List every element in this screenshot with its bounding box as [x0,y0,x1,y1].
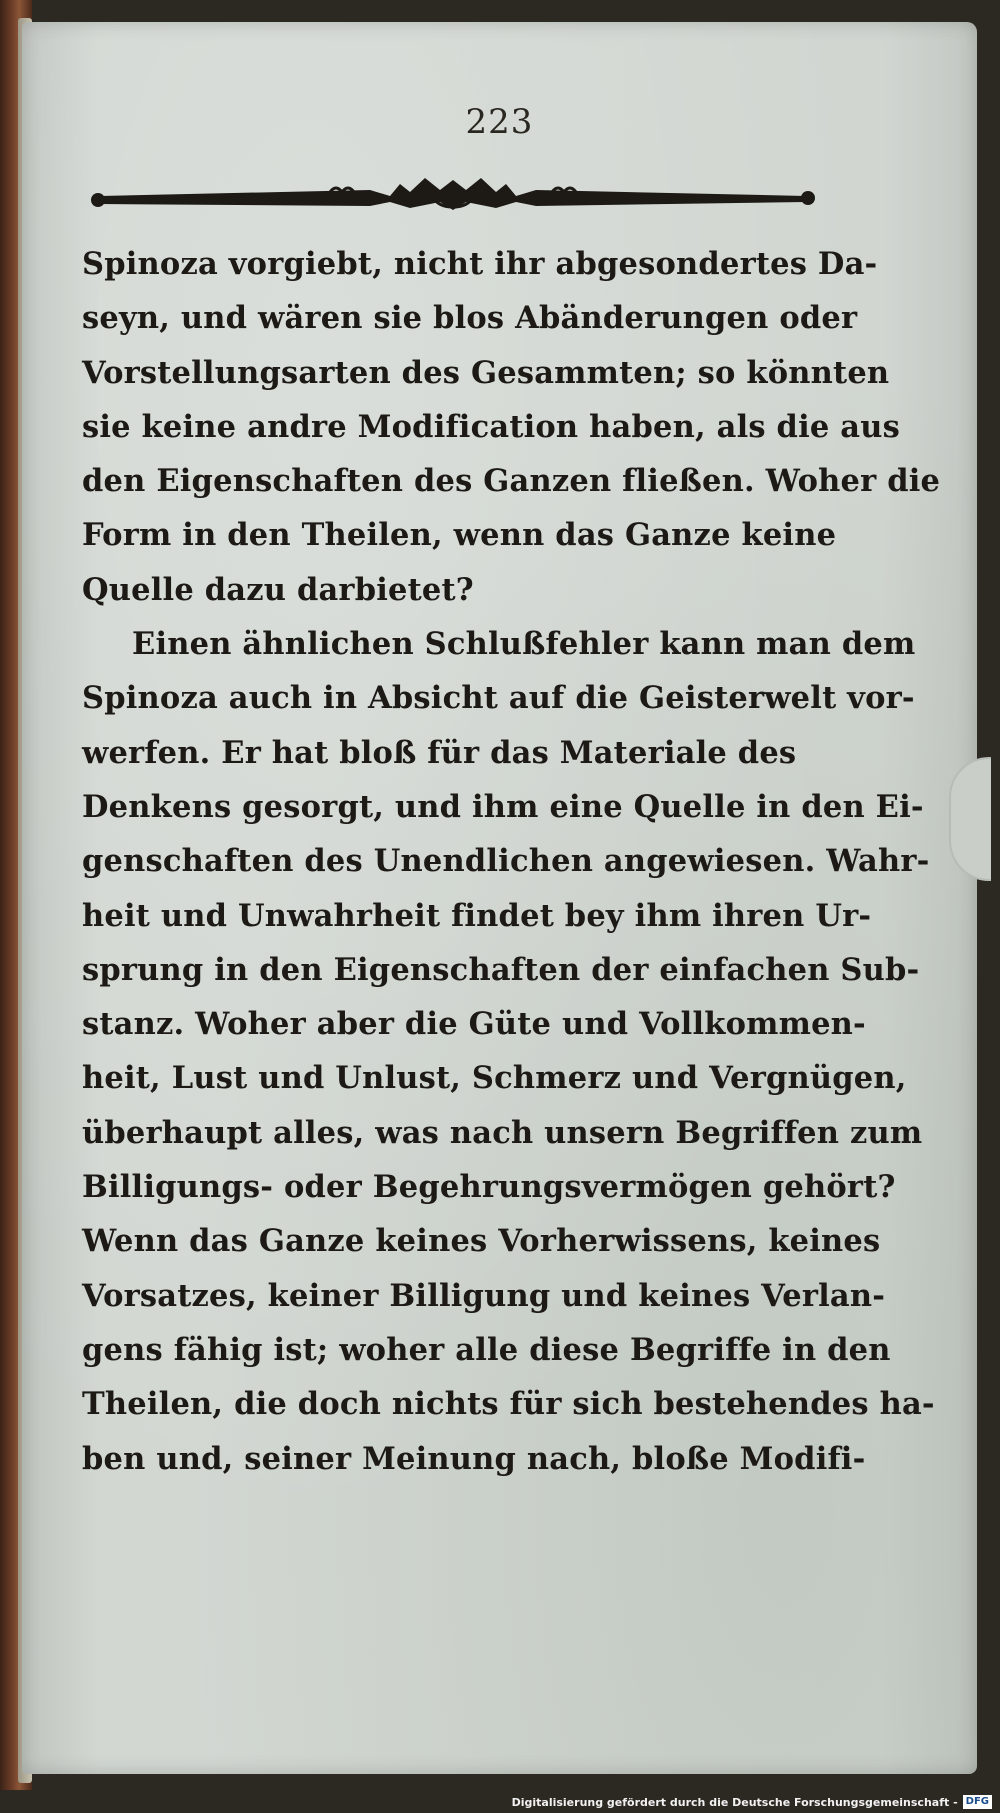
ornament-divider [90,172,816,222]
dfg-logo: DFG [963,1795,992,1809]
book-page [22,22,977,1774]
text-line: Billigungs- oder Begehrungsvermögen gehört? [82,1169,896,1206]
text-line: stanz. Woher aber die Güte und Vollkommen- [82,1006,866,1043]
text-line: Form in den Theilen, wenn das Ganze keine [82,517,837,554]
digitization-footer [512,1794,992,1810]
text-line: ben und, seiner Meinung nach, bloße Modifi- [82,1440,866,1477]
text-line: Theilen, die doch nichts für sich bestehendes ha- [82,1386,935,1423]
text-line: Wenn das Ganze keines Vorherwissens, keines [82,1223,881,1260]
text-line: Vorsatzes, keiner Billigung und keines Verlan- [82,1277,886,1314]
text-line: seyn, und wären sie blos Abänderungen oder [82,300,858,337]
text-line: überhaupt alles, was nach unsern Begriffen zum [82,1114,923,1151]
text-line: gens fähig ist; woher alle diese Begriffe in den [82,1331,891,1368]
text-line: Denkens gesorgt, und ihm eine Quelle in den Ei- [82,788,924,825]
body-text [82,237,941,1486]
text-line: Quelle dazu darbietet? [82,571,474,608]
text-line: sie keine andre Modification haben, als die aus [82,408,900,445]
text-line: sprung in den Eigenschaften der einfachen Sub- [82,951,920,988]
text-line: genschaften des Unendlichen angewiesen. Wahr- [82,843,930,880]
page-number: 223 [465,102,534,142]
text-line: Vorstellungsarten des Gesammten; so könnten [82,354,890,391]
footer-credit: Digitalisierung gefördert durch die Deutsche Forschungsgemeinschaft - [511,1795,958,1809]
text-line: heit und Unwahrheit findet bey ihm ihren Ur- [82,897,872,934]
text-line: Spinoza vorgiebt, nicht ihr abgesondertes Da- [82,246,878,282]
text-line: heit, Lust und Unlust, Schmerz und Vergnügen, [82,1060,907,1097]
page-tab-notch [949,757,991,881]
text-line: den Eigenschaften des Ganzen fließen. Woher die [82,463,941,500]
text-line: werfen. Er hat bloß für das Materiale des [82,734,797,771]
text-line: Einen ähnlichen Schlußfehler kann man dem [132,626,916,663]
text-line: Spinoza auch in Absicht auf die Geisterwelt vor- [82,680,915,717]
